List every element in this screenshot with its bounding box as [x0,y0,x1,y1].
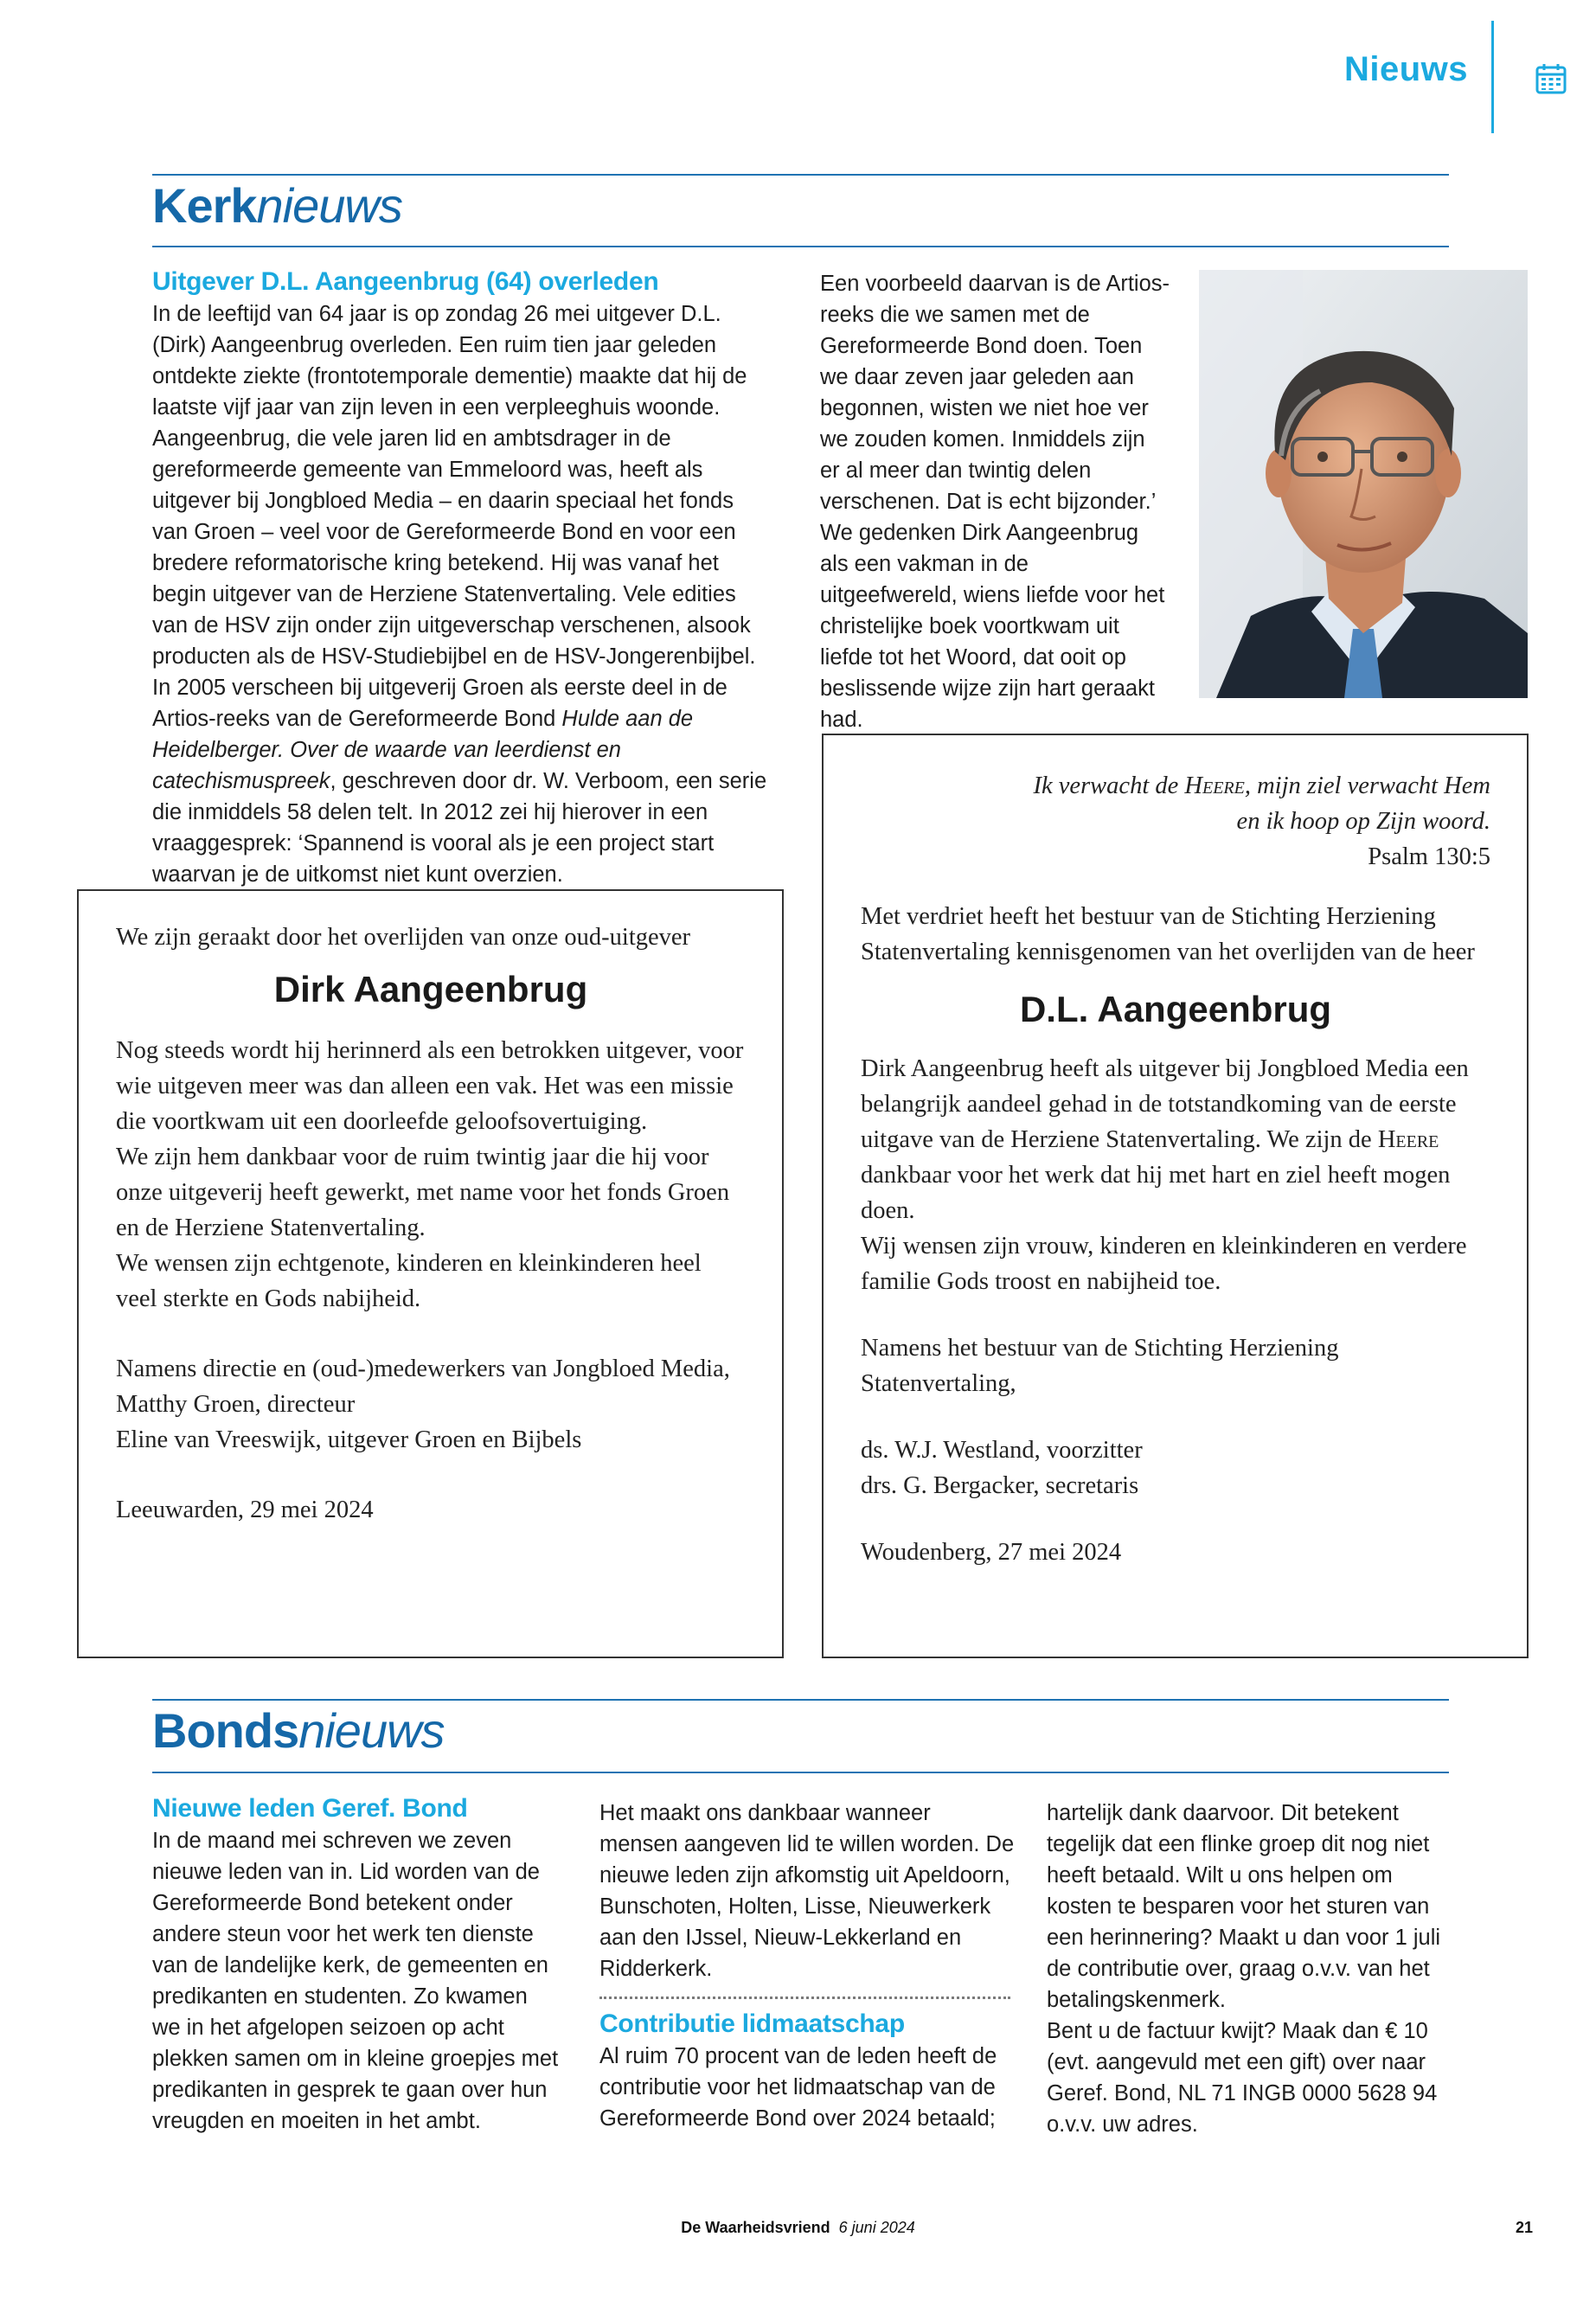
notice-paragraph: Nog steeds wordt hij herinnerd als een betrokken uitgever, voor wie uitgeven meer was dan alleen een vak. Het was een missie die voortkwam uit een doorleefde geloofsovertuiging. [116,1037,744,1135]
notice-quote: Ik verwacht de Heere, mijn ziel verwacht Hem en ik hoop op Zijn woord. Psalm 130:5 [1033,772,1490,870]
header-divider [1491,21,1494,133]
bondsnieuws-column-3 [1047,1798,1453,2140]
notice-name: Dirk Aangeenbrug [273,969,588,1009]
notice-place-date: Leeuwarden, 29 mei 2024 [116,1497,374,1523]
notice-signature: Eline van Vreeswijk, uitgever Groen en Bijbels [116,1426,582,1453]
article-paragraph: Een voorbeeld daarvan is de Artios-reeks die we samen met de Gereformeerde Bond doen. Toen we daar zeven jaar geleden aan begonnen, wisten we niet hoe ver we zouden komen. Inmiddels zijn er al meer dan twintig delen verschenen. Dat is echt bijzonder.’ [820,272,1170,514]
article-headline: Uitgever D.L. Aangeenbrug (64) overleden [152,267,659,296]
bondsnieuws-column-1 [152,1792,559,2137]
article-column-1 [152,298,775,890]
section-label[interactable]: Nieuws [1343,50,1468,88]
bondsnieuws-text: Het maakt ons dankbaar wanneer mensen aangeven lid te willen worden. De nieuwe leden zijn afkomstig uit Apeldoorn, Bunschoten, Holten, Lisse, Nieuwerkerk aan den IJssel, Nieuw-Lekkerland en Ridderkerk. [599,1801,1015,1981]
kerknieuws-title: Kerknieuws [152,178,402,233]
bondsnieuws-headline: Nieuwe leden Geref. Bond [152,1794,468,1823]
notice-intro: We zijn geraakt door het overlijden van onze oud-uitgever [116,924,691,951]
notice-paragraph: Dirk Aangeenbrug heeft als uitgever bij Jongbloed Media een belangrijk aandeel gehad in de totstandkoming van de eerste uitgave van de Herziene Statenvertaling. We zijn de Heere dankbaar voor het werk dat hij met hart en ziel heeft mogen doen. [861,1055,1469,1224]
article-paragraph: Aangeenbrug, die vele jaren lid en ambtsdrager in de gereformeerde gemeente van Emmeloord was, heeft als uitgever bij Jongbloed Media – en daarin speciaal het fonds van Groen – veel voor de Gereformeerde Bond en voor een bredere reformatorische kring betekend. Hij was vanaf het begin uitgever van de Herziene Statenvertaling. Vele edities van de HSV zijn onder zijn uitgeverschap verschenen, alsook producten als de HSV-Studiebijbel en de HSV-Jongerenbijbel. In 2005 verscheen bij uitgeverij Groen als eerste deel in de Artios-reeks van de Gereformeerde Bond Hulde aan de Heidelberger. Over de waarde van leerdienst en catechismuspreek, geschreven door dr. W. Verboom, een serie die inmiddels 58 delen telt. In 2012 zei hij hierover in een vraaggesprek: ‘Spannend is vooral als je een project start waarvan je de uitkomst niet kunt overzien. [152,426,767,887]
notice-paragraph: We wensen zijn echtgenote, kinderen en kleinkinderen heel veel sterkte en Gods nabijheid. [116,1250,702,1312]
notice-signature: Matthy Groen, directeur [116,1391,356,1418]
death-notice-hsv [822,734,1529,1658]
page-number: 21 [1516,2219,1534,2236]
death-notice-publisher [77,889,784,1658]
footer-publication: De Waarheidsvriend 6 juni 2024 [681,2219,915,2236]
notice-paragraph: Wij wensen zijn vrouw, kinderen en kleinkinderen en verdere familie Gods troost en nabijheid toe. [861,1233,1467,1295]
calendar-icon[interactable] [1535,62,1567,95]
bondsnieuws-headline: Contributie lidmaatschap [599,2009,905,2038]
dotted-divider [599,1997,1010,1999]
section-rule-top [152,174,1449,176]
bondsnieuws-column-2 [599,1798,1015,2134]
article-paragraph: In de leeftijd van 64 jaar is op zondag 26 mei uitgever D.L. (Dirk) Aangeenbrug overleden. Een ruim tien jaar geleden ontdekte ziekte (frontotemporale dementie) maakte dat hij de laatste vijf jaar van zijn leven in een verpleeghuis woonde. [152,302,747,420]
article-column-2 [820,268,1170,735]
notice-signature: Namens het bestuur van de Stichting Herziening Statenvertaling, [861,1335,1339,1397]
section-rule-top [152,1699,1449,1701]
notice-signature: ds. W.J. Westland, voorzitter [861,1437,1143,1464]
bondsnieuws-text: Al ruim 70 procent van de leden heeft de contributie voor het lidmaatschap van de Gereformeerde Bond over 2024 betaald; [599,2044,997,2131]
bondsnieuws-paragraph: hartelijk dank daarvoor. Dit betekent tegelijk dat een flinke groep dit nog niet heeft betaald. Wilt u ons helpen om kosten te besparen voor het sturen van een herinnering? Maakt u dan voor 1 juli de contributie over, graag o.v.v. van het betalingskenmerk. [1047,1801,1441,2012]
section-rule-bottom [152,1772,1449,1773]
article-paragraph: We gedenken Dirk Aangeenbrug als een vakman in de uitgeefwereld, wiens liefde voor het christelijke boek voortkwam uit liefde tot het Woord, dat ooit op beslissende wijze zijn hart geraakt had. [820,521,1165,732]
notice-signature: Namens directie en (oud-)medewerkers van Jongbloed Media, [116,1356,730,1382]
bondsnieuws-paragraph: Bent u de factuur kwijt? Maak dan € 10 (evt. aangevuld met een gift) over naar Geref. Bond, NL 71 INGB 0000 5628 94 o.v.v. uw adres. [1047,2019,1438,2137]
bondsnieuws-text: In de maand mei schreven we zeven nieuwe leden van in. Lid worden van de Gereformeerde Bond betekent onder andere steun voor het werk ten dienste van de landelijke kerk, de gemeenten en predikanten en studenten. Zo kwamen we in het afgelopen seizoen op acht plekken samen om in kleine groepjes met predikanten in gesprek te gaan over hun vreugden en moeiten in het ambt. [152,1829,559,2133]
bondsnieuws-title: Bondsnieuws [152,1703,445,1758]
section-rule-bottom [152,246,1449,247]
notice-paragraph: We zijn hem dankbaar voor de ruim twintig jaar die hij voor onze uitgeverij heeft gewerkt, met name voor het fonds Groen en de Herziene Statenvertaling. [116,1144,730,1241]
notice-place-date: Woudenberg, 27 mei 2024 [861,1539,1122,1566]
notice-intro: Met verdriet heeft het bestuur van de Stichting Herziening Statenvertaling kennisgenomen van het overlijden van de heer [861,903,1475,965]
notice-name: D.L. Aangeenbrug [1019,989,1332,1029]
notice-signature: drs. G. Bergacker, secretaris [861,1472,1139,1499]
portrait-photo [1199,270,1528,698]
